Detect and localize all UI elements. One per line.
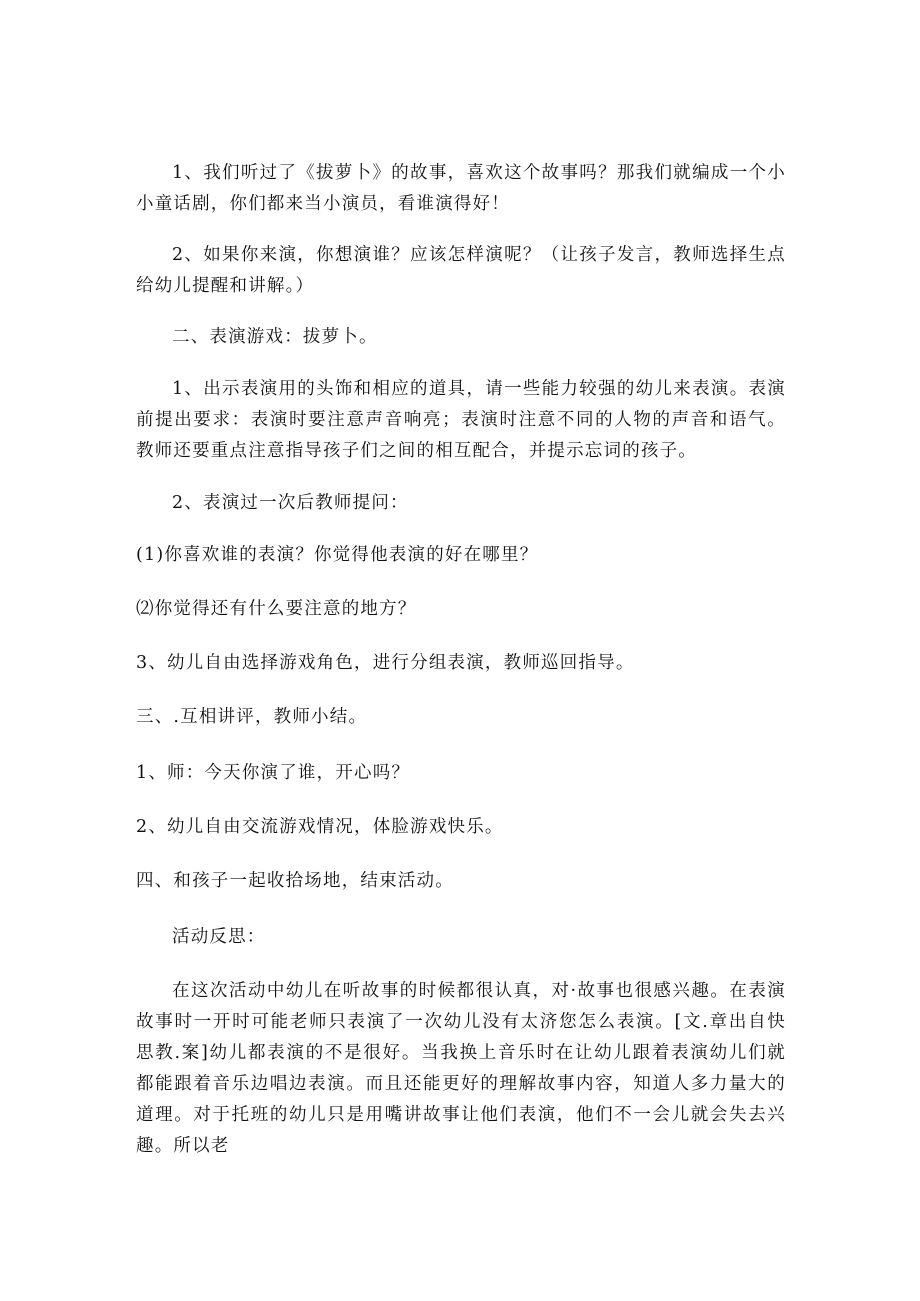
- paragraph-props-requirements: 1、出示表演用的头饰和相应的道具，请一些能力较强的幼儿来表演。表演前提出要求：表演时要注意声音响亮；表演时注意不同的人物的声音和语气。教师还要重点注意指导孩子们之间的相互配合，并提示忘词的孩子。: [136, 379, 786, 461]
- section-heading-cleanup: 四、和孩子一起收拾场地，结束活动。: [136, 871, 454, 891]
- paragraph-teacher-ask: 1、师：今天你演了谁，开心吗？: [136, 763, 411, 783]
- list-item-question-2: ⑵你觉得还有什么要注意的地方？: [136, 599, 417, 619]
- paragraph-role-question: 2、如果你来演，你想演谁？应该怎样演呢？（让孩子发言，教师选择生点给幼儿提醒和讲解。）: [136, 245, 786, 296]
- section-heading-review: 三、.互相讲评，教师小结。: [136, 707, 368, 727]
- section-heading-performance-game: 二、表演游戏：拔萝卜。: [172, 327, 378, 347]
- paragraph-teacher-questions: 2、表演过一次后教师提问：: [172, 493, 409, 513]
- paragraph-reflection-body: 在这次活动中幼儿在听故事的时候都很认真，对·故事也很感兴趣。在表演故事时一开时可能老师只表演了一次幼儿没有太济您怎么表演。[文.章出自快思教.案]幼儿都表演的不是很好。当我换上音乐时在让幼儿跟着表演幼儿们就都能跟着音乐边唱边表演。而且还能更好的理解故事内容，知道人多力量大的道理。对于托班的幼儿只是用嘴讲故事让他们表演，他们不一会儿就会失去兴趣。所以老: [136, 981, 786, 1156]
- paragraph-children-share: 2、幼儿自由交流游戏情况，体脸游戏快乐。: [136, 817, 504, 837]
- list-item-question-1: (1)你喜欢谁的表演？你觉得他表演的好在哪里？: [136, 545, 539, 565]
- heading-reflection: 活动反思：: [172, 927, 266, 947]
- paragraph-intro-question: 1、我们听过了《拔萝卜》的故事，喜欢这个故事吗？那我们就编成一个小小童话剧，你们都来当小演员，看谁演得好！: [136, 163, 786, 214]
- paragraph-group-performance: 3、幼儿自由选择游戏角色，进行分组表演，教师巡回指导。: [136, 653, 635, 673]
